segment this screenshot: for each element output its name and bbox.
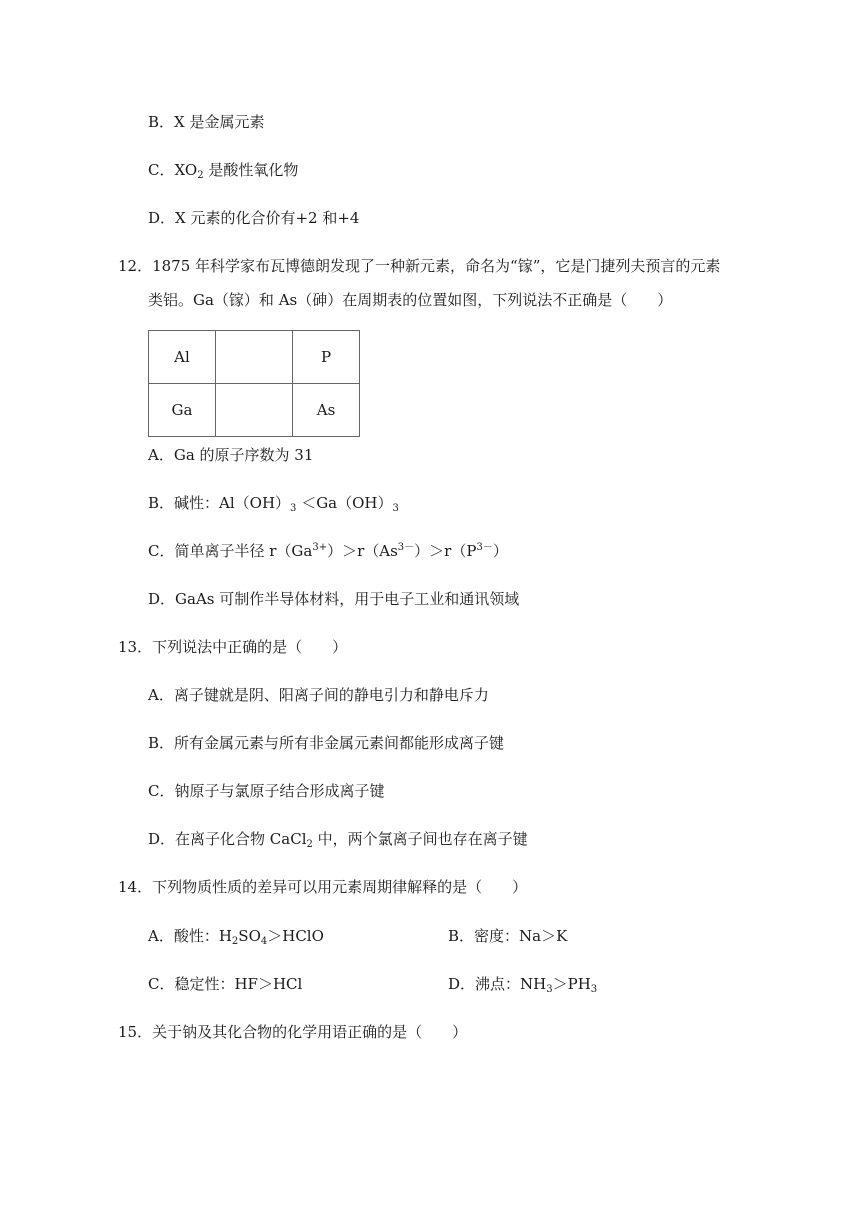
q12-option-b: B．碱性：$Al(OH)_3 <Ga(OH)_3$	[148, 494, 399, 514]
q12-stem-line2: 类铝。Ga（镓）和 As（砷）在周期表的位置如图，下列说法不正确是（ ）	[148, 291, 673, 309]
cell-ga: Ga	[149, 384, 216, 437]
q12-stem-line1: 12．1875 年科学家布瓦博德朗发现了一种新元素，命名为“镓”，它是门捷列夫预言的元素	[118, 257, 721, 275]
q11-option-d: D．X 元素的化合价有+2 和+4	[148, 209, 360, 227]
cell-as: As	[293, 384, 360, 437]
q11-option-b: B．X 是金属元素	[148, 113, 265, 131]
cell-p: P	[293, 331, 360, 384]
cell-empty-1	[216, 331, 293, 384]
q12-option-c: C．简单离子半径 $r(Ga^{3+})>r(As^{3-})>r(P^{3-})$	[148, 542, 508, 560]
q14-option-d: D．沸点：$NH_3>PH_3$	[448, 975, 598, 995]
q14-option-a: A．酸性：$H_2SO_4>HClO$	[148, 927, 324, 947]
q13-option-d: D．在离子化合物 CaCl$_2$ 中，两个氯离子间也存在离子键	[148, 830, 528, 850]
q13-option-c: C．钠原子与氯原子结合形成离子键	[148, 782, 385, 800]
q13-option-b: B．所有金属元素与所有非金属元素间都能形成离子键	[148, 734, 505, 752]
cell-empty-2	[216, 384, 293, 437]
q11-option-c: C．$XO_2$ 是酸性氧化物	[148, 161, 299, 181]
periodic-table-excerpt	[148, 330, 360, 437]
q13-option-a: A．离子键就是阴、阳离子间的静电引力和静电斥力	[148, 686, 489, 704]
q14-option-c: C．稳定性：HF＞HCl	[148, 975, 303, 993]
cell-al: Al	[149, 331, 216, 384]
q13-stem: 13．下列说法中正确的是（ ）	[118, 638, 348, 656]
q14-option-b: B．密度：Na＞K	[448, 927, 568, 945]
q15-stem: 15．关于钠及其化合物的化学用语正确的是（ ）	[118, 1023, 468, 1041]
q14-stem: 14．下列物质性质的差异可以用元素周期律解释的是（ ）	[118, 878, 528, 896]
q12-option-a: A．Ga 的原子序数为 31	[148, 446, 314, 464]
q12-option-d: D．GaAs 可制作半导体材料，用于电子工业和通讯领域	[148, 590, 520, 608]
